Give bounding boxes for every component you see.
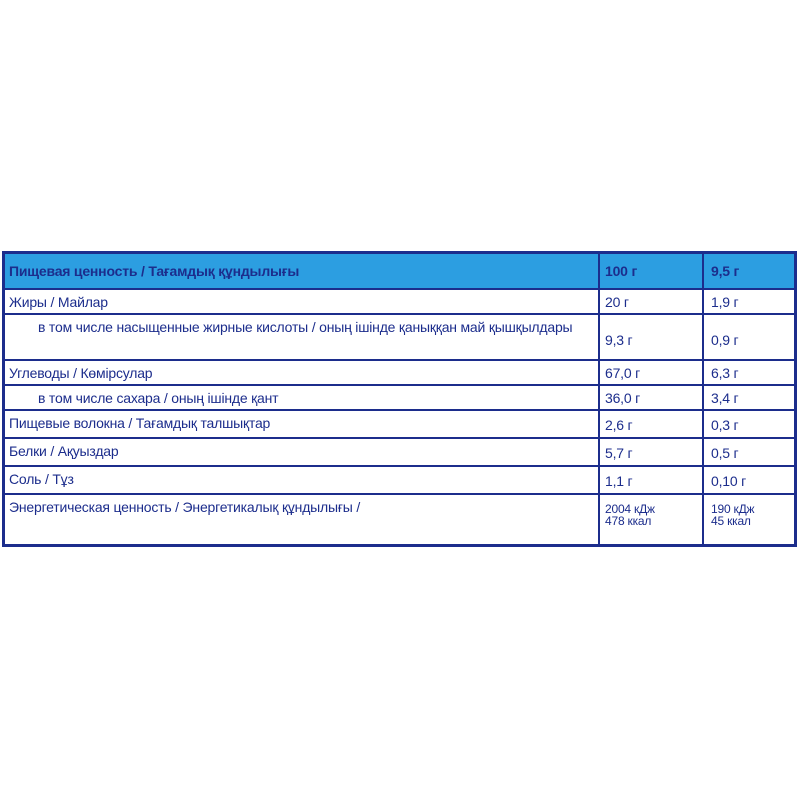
energy-kj-value: 190 кДж	[711, 502, 755, 516]
row-per-portion: 0,9 г	[702, 315, 794, 359]
row-per-portion: 0,10 г	[702, 467, 794, 493]
table-header-row	[5, 254, 794, 290]
table-row-fibre	[5, 411, 794, 439]
row-per-100g: 20 г	[598, 290, 702, 313]
row-label: Соль / Тұз	[9, 471, 74, 487]
row-per-100g: 9,3 г	[598, 315, 702, 359]
energy-kcal-value: 478 ккал	[605, 514, 652, 528]
row-label: Белки / Ақуыздар	[9, 443, 119, 459]
row-per-portion: 6,3 г	[702, 361, 794, 384]
energy-kcal-value: 45 ккал	[711, 514, 751, 528]
row-label: Жиры / Майлар	[9, 294, 108, 310]
header-nutrition-value: Пищевая ценность / Тағамдық құндылығы	[9, 263, 300, 279]
row-label: Углеводы / Көмірсулар	[9, 365, 153, 381]
row-per-portion: 1,9 г	[702, 290, 794, 313]
table-row-energy	[5, 495, 794, 544]
row-per-100g-energy	[598, 495, 702, 544]
row-per-100g: 1,1 г	[598, 467, 702, 493]
row-per-portion: 0,3 г	[702, 411, 794, 437]
row-per-100g: 2,6 г	[598, 411, 702, 437]
table-row-sugars	[5, 386, 794, 411]
row-label: Пищевые волокна / Тағамдық талшықтар	[9, 415, 271, 431]
row-per-100g: 67,0 г	[598, 361, 702, 384]
row-label: в том числе сахара / оның ішінде қант	[38, 390, 279, 406]
header-per-portion: 9,5 г	[702, 254, 794, 288]
table-row-fat	[5, 290, 794, 315]
row-per-portion-energy	[702, 495, 794, 544]
row-per-portion: 3,4 г	[702, 386, 794, 409]
row-label: в том числе насыщенные жирные кислоты / оның ішінде қаныққан май қышқылдары	[38, 319, 573, 335]
energy-kj-value: 2004 кДж	[605, 502, 655, 516]
table-row-salt	[5, 467, 794, 495]
row-per-100g: 5,7 г	[598, 439, 702, 465]
table-row-saturated-fat	[5, 315, 794, 361]
row-per-100g: 36,0 г	[598, 386, 702, 409]
header-per-100g: 100 г	[598, 254, 702, 288]
row-per-portion: 0,5 г	[702, 439, 794, 465]
table-row-protein	[5, 439, 794, 467]
row-label: Энергетическая ценность / Энергетикалық құндылығы /	[9, 499, 361, 515]
table-row-carbohydrates	[5, 361, 794, 386]
nutrition-table	[2, 251, 797, 547]
